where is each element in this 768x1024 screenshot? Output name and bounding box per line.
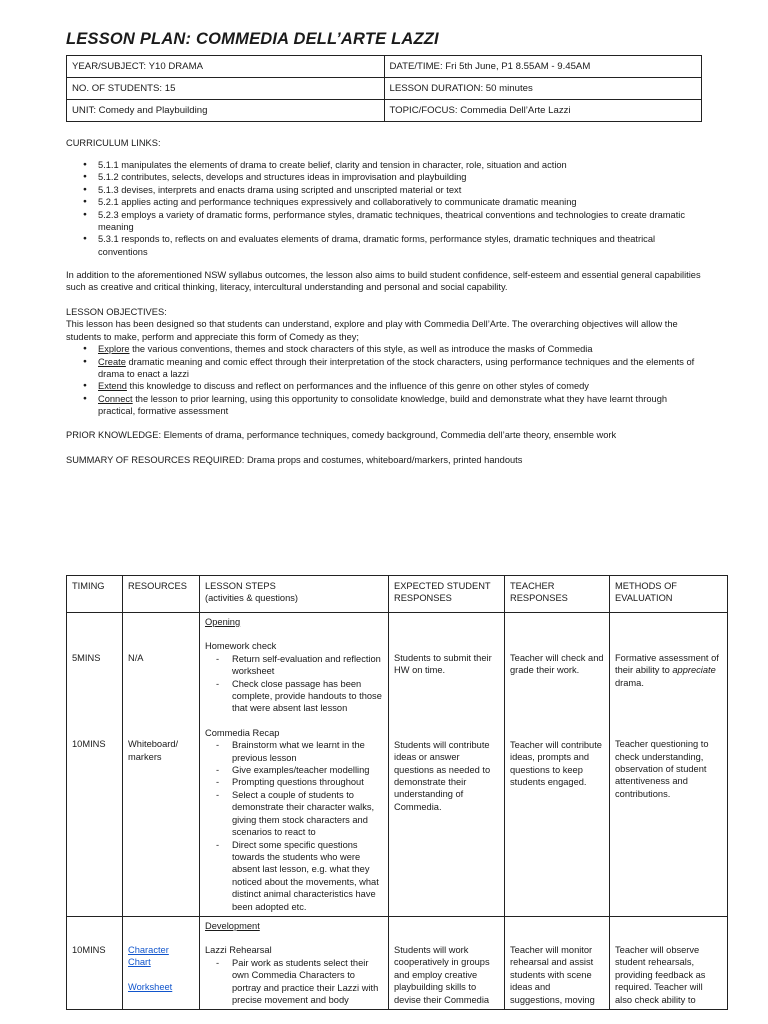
section-opening: Opening: [205, 617, 241, 627]
student-response-cell: [389, 916, 505, 1009]
objectives-heading: LESSON OBJECTIVES:: [66, 307, 167, 317]
objective-verb: Connect: [98, 393, 133, 404]
recap-timing: 10MINS: [72, 739, 106, 750]
teacher-response-cell: [505, 916, 610, 1009]
table-row: [67, 56, 702, 78]
objective-text: the lesson to prior learning, using this opportunity to consolidate knowledge, build and demonstrate what they have learnt through practical, formative assessment: [98, 393, 668, 417]
list-item: [66, 343, 706, 355]
resources-cell: [123, 613, 200, 917]
list-item: - Check close passage has been complete, provide handouts to those that were absent last lesson: [205, 678, 383, 715]
recap-student: Students will contribute ideas or answer questions as needed to demonstrate their understanding of Commedia.: [394, 739, 491, 812]
rehearsal-student: Students will work cooperatively in groups and employ creative playbuilding skills to devise their Commedia: [394, 944, 490, 1005]
objective-verb: Explore: [98, 344, 130, 355]
recap-evaluation: Teacher questioning to check understanding, observation of student attentiveness and contributions.: [615, 739, 709, 799]
date-time-cell: DATE/TIME: Fri 5th June, P1 8.55AM - 9.45AM: [384, 56, 702, 78]
evaluation-emphasis: appreciate: [672, 665, 716, 676]
homework-resources: N/A: [128, 653, 144, 663]
lesson-plan-table: [66, 575, 728, 1010]
table-row: [67, 100, 702, 122]
rehearsal-timing: 10MINS: [72, 944, 106, 955]
list-item: [66, 356, 706, 381]
teacher-response-cell: [505, 613, 610, 917]
evaluation-cell: [610, 613, 728, 917]
header-teacher-responses: TEACHER RESPONSES: [505, 576, 610, 613]
addition-text: In addition to the aforementioned NSW syllabus outcomes, the lesson also aims to build student confidence, self-esteem and essential general capabilities such as creative and critical thinking, literacy, intercultural understanding and personal and social capability.: [66, 270, 701, 293]
header-resources: RESOURCES: [123, 576, 200, 613]
list-item: [66, 393, 706, 418]
curriculum-list: [66, 159, 706, 258]
list-item: - Prompting questions throughout: [205, 776, 383, 788]
homework-title: Homework check: [205, 641, 277, 652]
homework-teacher: Teacher will check and grade their work.: [510, 653, 604, 676]
header-lesson-steps: LESSON STEPS (activities & questions): [200, 576, 389, 613]
lesson-info-table: [66, 55, 702, 122]
resources-cell: [123, 916, 200, 1009]
steps-cell: [200, 916, 389, 1009]
list-item: ● 5.1.3 devises, interprets and enacts drama using scripted and unscripted material or text: [66, 184, 706, 196]
evaluation-cell: [610, 916, 728, 1009]
worksheet-link[interactable]: Worksheet: [128, 981, 173, 992]
homework-student: Students to submit their HW on time.: [394, 653, 492, 676]
homework-timing: 5MINS: [72, 653, 101, 663]
steps-cell: [200, 613, 389, 917]
rehearsal-teacher: Teacher will monitor rehearsal and assist students with scene ideas and suggestions, moving: [510, 944, 595, 1005]
list-item: - Pair work as students select their own Commedia Characters to portray and practice their Lazzi with precise movement and body: [205, 957, 383, 1007]
timing-cell: [67, 613, 123, 917]
rehearsal-evaluation: Teacher will observe student rehearsals, providing feedback as required. Teacher will also check ability to: [615, 944, 706, 1005]
evaluation-text: Formative assessment of their ability to: [615, 653, 719, 676]
objective-text: this knowledge to discuss and reflect on performances and the influence of this genre on other styles of comedy: [126, 381, 589, 392]
table-row: [67, 613, 728, 917]
lesson-duration-cell: LESSON DURATION: 50 minutes: [384, 78, 702, 100]
homework-evaluation: [615, 653, 719, 688]
objectives-intro: This lesson has been designed so that students can understand, explore and play with Commedia Dell’Arte. The overarching objectives will allow the students to make, perform and appreciate this form of Comedy as they;: [66, 319, 678, 342]
objective-text: dramatic meaning and comic effect through their interpretation of the stock characters, using performance techniques and the elements of drama to enact a lazzi: [98, 356, 695, 380]
topic-focus-cell: TOPIC/FOCUS: Commedia Dell’Arte Lazzi: [384, 100, 702, 122]
addition-paragraph: [66, 269, 706, 294]
table-row: [67, 78, 702, 100]
list-item: ● 5.2.1 applies acting and performance techniques expressively and collaboratively to communicate dramatic meaning: [66, 196, 706, 208]
list-item: ● 5.1.1 manipulates the elements of drama to create belief, clarity and tension in character, role, situation and action: [66, 159, 706, 171]
curriculum-heading: CURRICULUM LINKS:: [66, 138, 161, 148]
resources-summary: [66, 454, 706, 466]
header-timing: TIMING: [67, 576, 123, 613]
objectives-section: [66, 306, 706, 418]
prior-knowledge-text: PRIOR KNOWLEDGE: Elements of drama, performance techniques, comedy background, Commedia dell’arte theory, ensemble work: [66, 430, 617, 440]
section-development: Development: [205, 920, 260, 931]
timing-cell: [67, 916, 123, 1009]
list-item: ● 5.1.2 contributes, selects, develops and structures ideas in improvisation and playbuilding: [66, 171, 706, 183]
list-item: - Give examples/teacher modelling: [205, 764, 383, 776]
list-item: ● 5.2.3 employs a variety of dramatic forms, performance styles, dramatic techniques, theatrical conventions and technologies to create dramatic meaning: [66, 209, 706, 234]
objective-verb: Create: [98, 356, 126, 367]
objective-text: the various conventions, themes and stock characters of this style, as well as introduce the masks of Commedia: [129, 344, 593, 355]
list-item: - Direct some specific questions towards the students who were absent last lesson, e.g. what they noticed about the movements, what distinct animal characteristics have been adopted etc.: [205, 839, 383, 913]
resources-summary-text: SUMMARY OF RESOURCES REQUIRED: Drama props and costumes, whiteboard/markers, printed handouts: [66, 455, 523, 465]
recap-teacher: Teacher will contribute ideas, prompts and questions to keep students engaged.: [510, 739, 602, 788]
header-expected-student: EXPECTED STUDENT RESPONSES: [389, 576, 505, 613]
curriculum-section: [66, 137, 706, 149]
year-subject-cell: YEAR/SUBJECT: Y10 DRAMA: [67, 56, 385, 78]
list-item: - Brainstorm what we learnt in the previous lesson: [205, 739, 383, 764]
evaluation-text: drama.: [615, 677, 644, 688]
recap-title: Commedia Recap: [205, 727, 280, 738]
document-title: LESSON PLAN: COMMEDIA DELL’ARTE LAZZI: [66, 30, 439, 48]
rehearsal-title: Lazzi Rehearsal: [205, 945, 272, 956]
unit-cell: UNIT: Comedy and Playbuilding: [67, 100, 385, 122]
table-header-row: [67, 576, 728, 613]
list-item: - Select a couple of students to demonstrate their character walks, giving them stock characters and scenarios to react to: [205, 789, 383, 839]
list-item: [66, 380, 706, 392]
list-item: - Return self-evaluation and reflection worksheet: [205, 653, 383, 678]
student-response-cell: [389, 613, 505, 917]
header-evaluation: METHODS OF EVALUATION: [610, 576, 728, 613]
character-chart-link[interactable]: Character Chart: [128, 944, 169, 968]
objective-verb: Extend: [98, 381, 127, 392]
list-item: ● 5.3.1 responds to, reflects on and evaluates elements of drama, dramatic forms, performance styles, dramatic techniques and theatrical conventions: [66, 233, 706, 258]
recap-resources: Whiteboard/ markers: [128, 739, 179, 762]
prior-knowledge: [66, 429, 706, 441]
table-row: [67, 916, 728, 1009]
num-students-cell: NO. OF STUDENTS: 15: [67, 78, 385, 100]
